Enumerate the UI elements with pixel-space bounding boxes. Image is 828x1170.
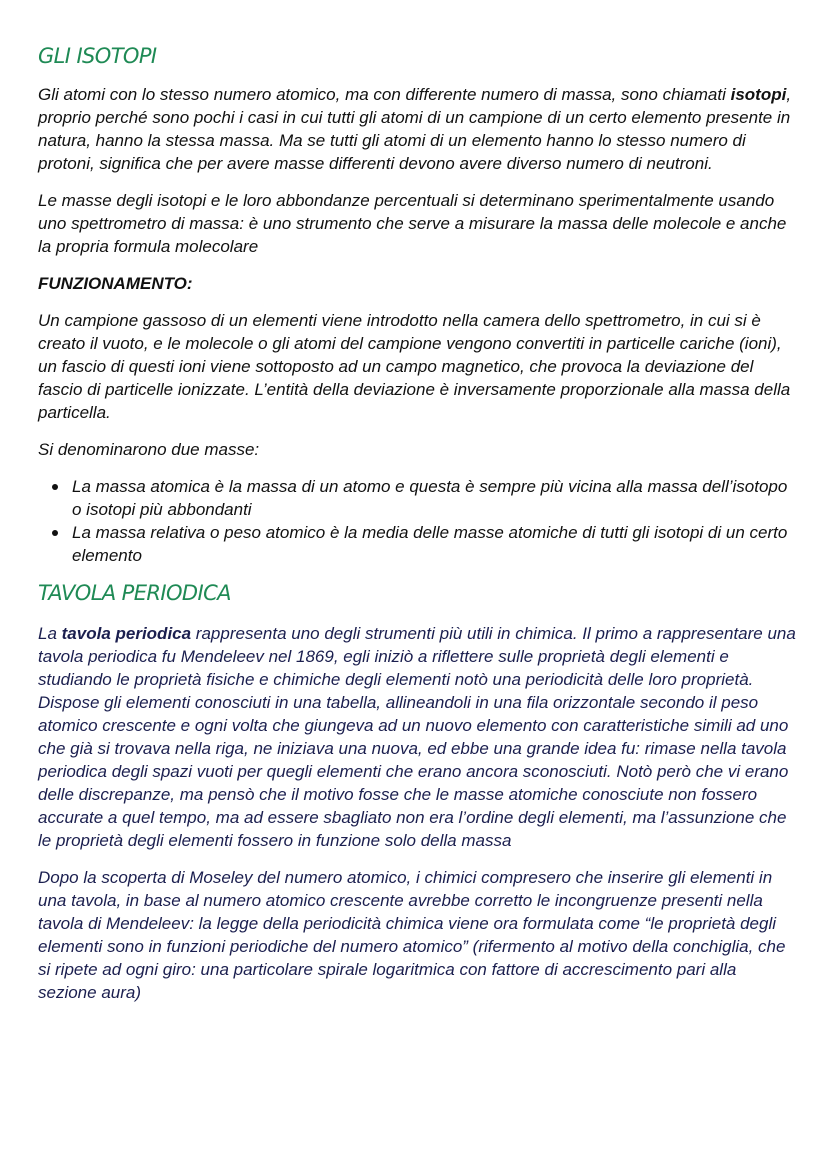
tavola-paragraph-2: Dopo la scoperta di Moseley del numero atomico, i chimici compresero che inserire gli elementi in una tavola, in base al numero atomico crescente avrebbe corretto le incongruenze presenti nella tavola di Mendeleev: la legge della periodicità chimica viene ora formulata come “le proprietà degli elementi sono in funzioni periodiche del numero atomico” (rifermento al motivo della conchiglia, che si ripete ad ogni giro: una particolare spirale logaritmica con fattore di accrescimento pari alla sezione aura) [38,868,786,1003]
masse-intro: Si denominarono due masse: [38,440,260,460]
tavola-paragraph-1 [38,622,798,852]
tavola-p1-text-before: La [38,624,62,644]
bullet-icon [52,530,58,536]
isotopi-p1-text-before: Gli atomi con lo stesso numero atomico, ma con differente numero di massa, sono chiamati [38,85,731,105]
isotopi-p1-text-after: , proprio perché sono pochi i casi in cui tutti gli atomi di un campione di un certo elemento presente in natura, hanno la stessa massa. Ma se tutti gli atomi di un elemento hanno lo stesso numero di protoni, significa che per avere masse differenti devono avere diverso numero di neutroni. [38,85,792,174]
document-page [38,44,798,1018]
masse-list [38,475,798,567]
list-item-text: La massa atomica è la massa di un atomo e questa è sempre più vicina alla massa dell’isotopo o isotopi più abbondanti [72,477,788,520]
funzionamento-paragraph: Un campione gassoso di un elementi viene introdotto nella camera dello spettrometro, in cui si è creato il vuoto, e le molecole o gli atomi del campione vengono convertiti in particelle cariche (ioni), un fascio di questi ioni viene sottoposto ad un campo magnetico, che provoca la deviazione del fascio di particelle ionizzate. L’entità della deviazione è inversamente proporzionale alla massa della particella. [38,311,791,423]
isotopi-paragraph-2: Le masse degli isotopi e le loro abbondanze percentuali si determinano sperimentalmente usando uno spettrometro di massa: è uno strumento che serve a misurare la massa delle molecole e anche la propria formula molecolare [38,191,787,257]
list-item [38,521,798,567]
funzionamento-heading: FUNZIONAMENTO: [38,274,193,294]
bullet-icon [52,484,58,490]
section-title-isotopi: GLI ISOTOPI [38,44,157,68]
isotopi-bold-term: isotopi [730,85,787,105]
tavola-p1-text-after: rappresenta uno degli strumenti più utili in chimica. Il primo a rappresentare una tavola periodica fu Mendeleev nel 1869, egli iniziò a riflettere sulle proprietà degli elementi e studiando le proprietà fisiche e chimiche degli elementi notò una periodicità delle loro proprietà. Dispose gli elementi conosciuti in una tabella, allineandoli in una fila orizzontale secondo il peso atomico crescente e ogni volta che giungeva ad un nuovo elemento con caratteristiche simili ad uno che già si trovava nella riga, ne iniziava una nuova, ed ebbe una grande idea fu: rimase nella tavola periodica degli spazi vuoti per quegli elementi che erano ancora sconosciuti. Notò però che vi erano delle discrepanze, ma pensò che il motivo fosse che le masse atomiche conosciute non fossero accurate a quel tempo, ma ad essere sbagliato non era l’ordine degli elementi, ma l’assunzione che le proprietà degli elementi fossero in funzione solo della massa [38,624,796,851]
list-item [38,475,798,521]
isotopi-paragraph-1 [38,83,798,175]
list-item-text: La massa relativa o peso atomico è la media delle masse atomiche di tutti gli isotopi di un certo elemento [72,523,788,566]
tavola-bold-term: tavola periodica [61,624,192,644]
section-title-tavola-periodica: TAVOLA PERIODICA [38,581,231,606]
